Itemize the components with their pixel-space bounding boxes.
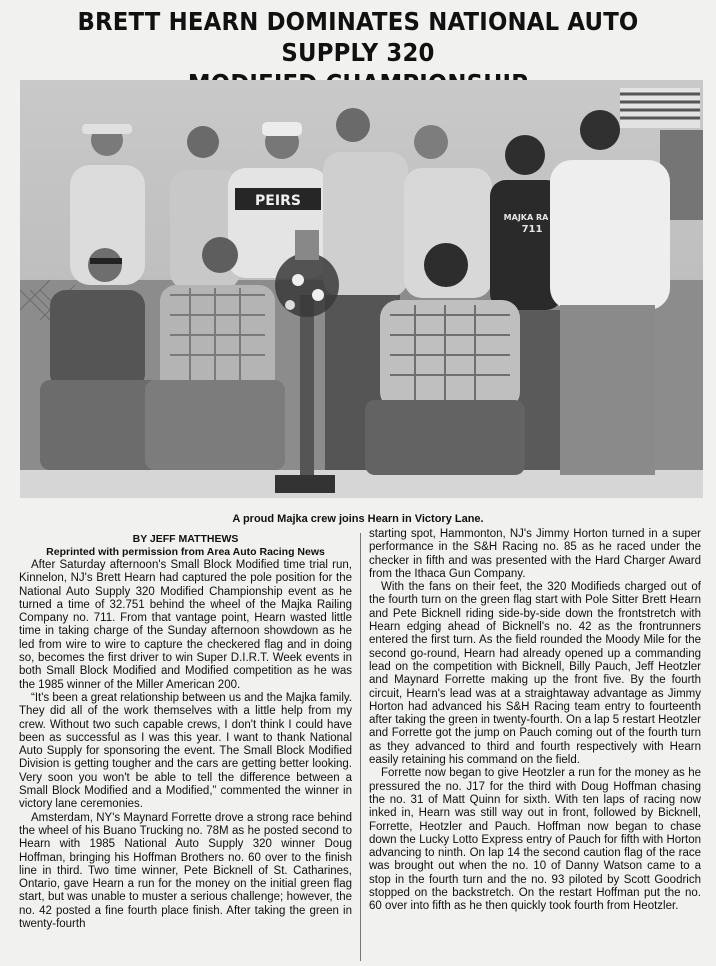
reprint-credit: Reprinted with permission from Area Auto Racing News	[46, 546, 325, 558]
photo-shirt-text-711: 711	[521, 224, 543, 235]
paragraph: “It's been a great relationship between us and the Majka family. They did all of the work themselves with a little help from my crew. Without two such capable crews, I don't think I could have been as successful as I was this year. I want to thank National Auto Supply for sponsoring the event. The Small Block Modified Division is getting tougher and the cars are getting better looking. Very soon you won't be able to tell the difference between a Small Block Modified and a Modified,” commented the winner in victory lane ceremonies.	[19, 691, 352, 811]
paragraph: After Saturday afternoon's Small Block Modified time trial run, Kinnelon, NJ's Brett Hearn had captured the pole position for the National Auto Supply 320 Modified Championship event as he turned a time of 32.751 behind the wheel of the Majka Railing Company no. 711. From that vantage point, Hearn wasted little time in taking charge of the Sunday afternoon showdown as he led from wire to wire to capture the checkered flag and in doing so, becomes the first driver to win Super D.I.R.T. Week events in both Small Block Modified and Modified competition as he was the 1985 winner of the Miller American 200.	[19, 559, 352, 691]
paragraph: Amsterdam, NY's Maynard Forrette drove a strong race behind the wheel of his Buano Trucking no. 78M as he posted second to Hearn with 1985 National Auto Supply 320 winner Doug Hoffman, bringing his Hoffman Brothers no. 60 over to the finish line in third. Two time winner, Pete Bicknell of St. Catharines, Ontario, gave Hearn a run for the money on the initial green flag start, but was unable to muster a serious challenge; however, the no. 42 posted a fine fourth place finish. After taking the green in twenty-fourth	[19, 811, 352, 931]
right-column	[369, 528, 701, 958]
photo-shirt-text-majka: MAJKA RA	[503, 213, 549, 222]
victory-lane-photo	[20, 80, 703, 498]
photo-shirt-text-peirs: PEIRS	[255, 193, 301, 209]
byline: BY JEFF MATTHEWS	[132, 533, 239, 545]
paragraph: starting spot, Hammonton, NJ's Jimmy Horton turned in a super performance in the S&H Racing no. 85 as he raced under the checker in fifth and was presented with the Hard Charger Award from the Ithaca Gun Company.	[369, 528, 701, 580]
paragraph: Forrette now began to give Heotzler a run for the money as he pressured the no. J17 for the third with Doug Hoffman chasing the no. 31 of Matt Quinn for sixth. With ten laps of racing now inked in, Hearn was still way out in front, followed by Bicknell, Forrette, Heotzler and Pauch. Hoffman now began to chase down the Lucky Lotto Express entry of Pauch for fifth with Horton advancing to ninth. On lap 14 the second caution flag of the race was brought out when the no. 10 of Danny Watson came to a stop in the fourth turn and the no. 93 piloted by Scott Goodrich stopped on the backstretch. On the restart Hoffman put the no. 60 over into fifth as he then quickly took fourth from Heotzler.	[369, 767, 701, 913]
photo-caption: A proud Majka crew joins Hearn in Victory Lane.	[232, 513, 484, 525]
column-divider	[360, 533, 361, 961]
headline-line-1: BRETT HEARN DOMINATES NATIONAL AUTO SUPPLY 320	[77, 7, 639, 67]
paragraph: With the fans on their feet, the 320 Modifieds charged out of the fourth turn on the green flag start with Pole Sitter Brett Hearn and Pete Bicknell riding side-by-side down the frontstretch with Hearn edging ahead of Bicknell's no. 42 as the frontrunners entered the first turn. As the field rounded the Moody Mile for the second go-round, Hearn had already opened up a commanding lead on the competition with Bicknell, Billy Pauch, Jeff Heotzler and Maynard Forrette making up the front five. By the fourth circuit, Hearn's lead was at a straightaway advantage as Jimmy Horton had advanced his S&H Racing team entry to fourteenth after taking the green in twenty-fourth. On a lap 5 restart Heotzler and Forrette got the jump on Pauch coming out of the fourth turn as they advanced to third and fourth respectively with Hearn easily retaining his command on the field.	[369, 581, 701, 767]
left-column	[19, 533, 352, 963]
